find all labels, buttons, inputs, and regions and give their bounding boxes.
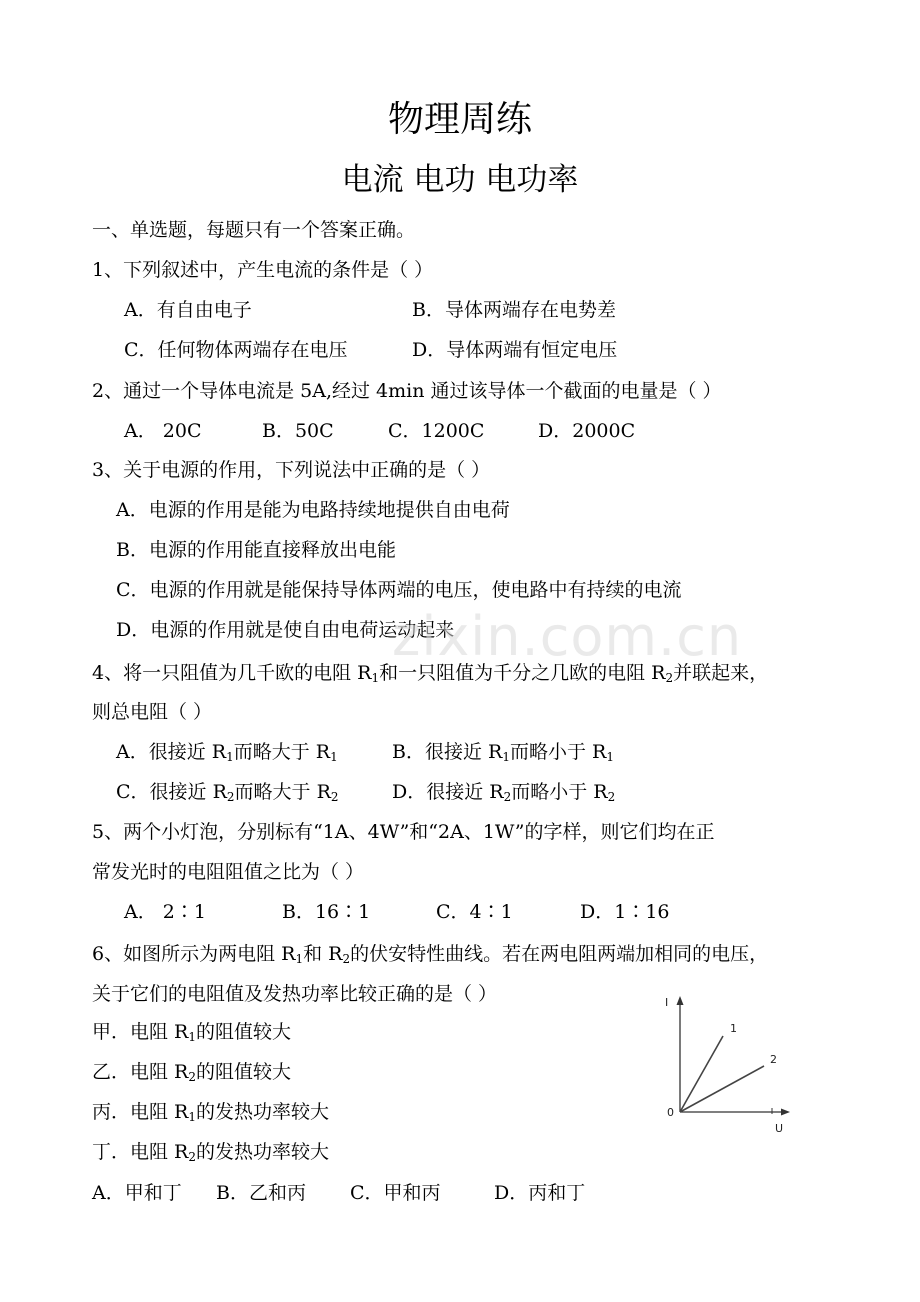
statement-text: 丙．电阻 R (92, 1101, 189, 1123)
statement-text: 丁．电阻 R (92, 1141, 189, 1163)
subscript: 1 (371, 671, 380, 685)
subscript: 2 (607, 790, 616, 804)
statement-text: 甲．电阻 R (92, 1021, 189, 1043)
origin-label: 0 (667, 1106, 674, 1119)
question-4-stem-part: 4、将一只阻值为几千欧的电阻 R (92, 662, 372, 684)
question-2-stem: 2、通过一个导体电流是 5A,经过 4min 通过该导体一个截面的电量是（ ） (92, 380, 722, 402)
subscript: 2 (226, 790, 235, 804)
line-2-label: 2 (770, 1053, 777, 1066)
question-1-option-c: C．任何物体两端存在电压 (124, 339, 348, 361)
subscript: 2 (188, 1070, 196, 1084)
question-4-stem-part: 和一只阻值为千分之几欧的电阻 R (379, 662, 666, 684)
question-6-stem (92, 942, 768, 966)
subscript: 1 (188, 1110, 196, 1124)
question-2-option-a: A． 20C (124, 420, 202, 442)
subscript: 1 (502, 750, 510, 764)
question-6-option-a: A．甲和丁 (92, 1182, 182, 1204)
question-4-option-a (116, 740, 338, 764)
option-text: D．很接近 R (392, 781, 504, 803)
question-5-option-a: A． 2∶1 (124, 901, 206, 923)
statement-text: 乙．电阻 R (92, 1061, 189, 1083)
question-3-stem: 3、关于电源的作用，下列说法中正确的是（ ） (92, 459, 491, 481)
question-6-option-b: B．乙和丙 (216, 1182, 306, 1204)
question-6-statement-jia (92, 1020, 291, 1044)
question-2-option-c: C．1200C (388, 420, 485, 442)
subscript: 1 (606, 750, 614, 764)
question-2-option-b: B．50C (262, 420, 334, 442)
subscript: 2 (330, 790, 339, 804)
question-5-option-b: B．16∶1 (282, 901, 371, 923)
option-text: 而略小于 R (511, 781, 608, 803)
page-title: 物理周练 (387, 99, 532, 140)
line-1-label: 1 (730, 1022, 737, 1035)
y-axis-label: I (665, 996, 669, 1009)
question-5-option-c: C．4∶1 (436, 901, 513, 923)
question-6-stem-part: 6、如图所示为两电阻 R (92, 943, 296, 965)
option-text: 而略大于 R (234, 781, 331, 803)
question-1-option-d: D．导体两端有恒定电压 (412, 339, 618, 361)
statement-text: 的发热功率较大 (196, 1101, 330, 1123)
y-axis-arrow (677, 996, 684, 1005)
question-4-option-b (392, 740, 614, 764)
subscript: 2 (665, 671, 674, 685)
page-subtitle: 电流 电功 电功率 (341, 162, 579, 198)
subscript: 1 (330, 750, 338, 764)
watermark: zixin.com.cn (392, 605, 743, 668)
option-text: B．很接近 R (392, 741, 503, 763)
question-2-option-d: D．2000C (538, 420, 636, 442)
question-5-stem-line-2: 常发光时的电阻阻值之比为（ ） (92, 861, 365, 883)
question-6-statement-ding (92, 1140, 329, 1164)
question-1-option-b: B．导体两端存在电势差 (412, 299, 616, 321)
subscript: 1 (295, 952, 304, 966)
question-6-statement-bing (92, 1100, 329, 1124)
statement-text: 的阻值较大 (196, 1021, 292, 1043)
question-4-option-d (392, 780, 615, 804)
question-6-statement-yi (92, 1060, 291, 1084)
question-5-option-d: D．1∶16 (580, 901, 670, 923)
option-text: C．很接近 R (116, 781, 227, 803)
option-text: 而略大于 R (233, 741, 331, 763)
question-1-option-a: A．有自由电子 (124, 299, 252, 321)
option-text: 而略小于 R (509, 741, 607, 763)
subscript: 2 (188, 1150, 196, 1164)
question-4-stem-line-2: 则总电阻（ ） (92, 701, 213, 723)
statement-text: 的发热功率较大 (196, 1141, 330, 1163)
section-heading: 一、单选题，每题只有一个答案正确。 (92, 219, 416, 241)
question-4-stem (92, 661, 768, 685)
subscript: 1 (188, 1030, 196, 1044)
iu-characteristic-figure (650, 990, 800, 1140)
x-axis-label: U (775, 1122, 784, 1135)
question-6-stem-line-2: 关于它们的电阻值及发热功率比较正确的是（ ） (92, 983, 498, 1005)
subscript: 2 (342, 952, 351, 966)
question-3-option-d: D．电源的作用就是使自由电荷运动起来 (116, 619, 455, 641)
option-text: A．很接近 R (116, 741, 227, 763)
question-6-stem-part: 的伏安特性曲线。若在两电阻两端加相同的电压， (350, 943, 769, 965)
question-3-option-b: B．电源的作用能直接释放出电能 (116, 539, 396, 561)
statement-text: 的阻值较大 (196, 1061, 292, 1083)
subscript: 2 (503, 790, 512, 804)
question-4-option-c (116, 780, 339, 804)
question-6-option-d: D．丙和丁 (494, 1182, 586, 1204)
subscript: 1 (226, 750, 234, 764)
x-axis-arrow (781, 1109, 790, 1116)
question-4-stem-part: 并联起来， (673, 662, 769, 684)
question-3-option-a: A．电源的作用是能为电路持续地提供自由电荷 (116, 499, 510, 521)
question-6-option-c: C．甲和丙 (350, 1182, 441, 1204)
question-6-stem-part: 和 R (303, 943, 343, 965)
question-5-stem: 5、两个小灯泡，分别标有“1A、4W”和“2A、1W”的字样，则它们均在正 (92, 821, 715, 843)
question-1-stem: 1、下列叙述中，产生电流的条件是（ ） (92, 259, 434, 281)
question-3-option-c: C．电源的作用就是能保持导体两端的电压，使电路中有持续的电流 (116, 579, 682, 601)
